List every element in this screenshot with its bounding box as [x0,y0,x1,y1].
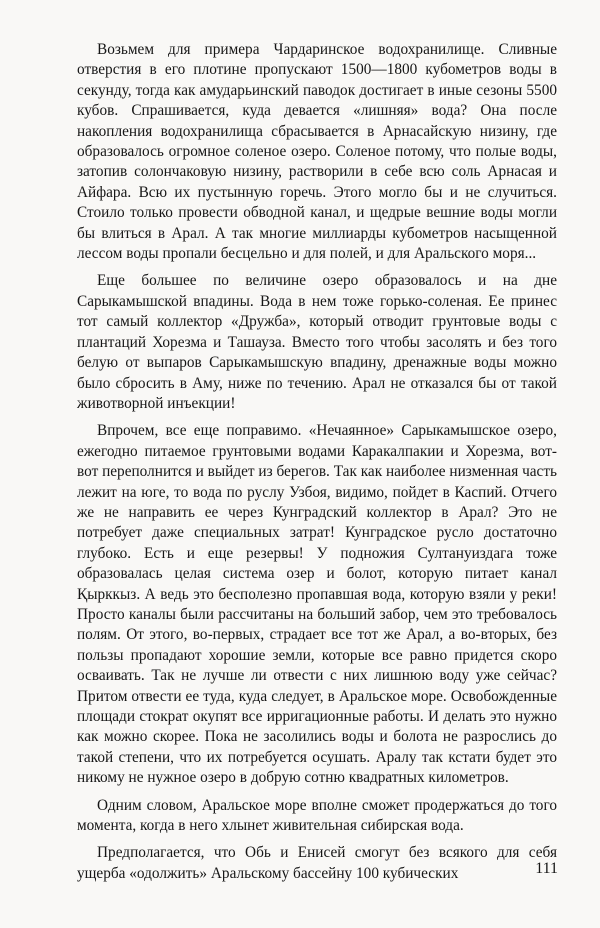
page-number: 111 [535,860,558,877]
paragraph-2: Еще большее по величине озеро образовалось и на дне Сарыкамышской впадины. Вода в нем тоже горько-соленая. Ее принес тот самый коллектор «Дружба», который отводит грунтовые воды с плантаций Хорезма и Ташауза. Вместо того чтобы засолять и без того белую от выпаров Сарыкамышскую впадину, дренажные воды можно было сбросить в Аму, ниже по течению. Арал не отказался бы от такой животворной инъекции! [77,272,557,412]
paragraph-3: Впрочем, все еще поправимо. «Нечаянное» Сарыкамышское озеро, ежегодно питаемое грунтовыми водами Каракалпакии и Хорезма, вот-вот переполнится и выйдет из берегов. Так как наиболее низменная часть лежит на юге, то вода по руслу Узбоя, видимо, пойдет в Каспий. Отчего же не направить ее через Кунградский коллектор в Арал? Это не потребует даже специальных затрат! Кунградское русло достаточно глубоко. Есть и еще резервы! У подножия Султануиздага тоже образовалась целая система озер и болот, которую питает канал Қырккыз. А ведь это бесполезно пропавшая вода, которую взяли у реки! Просто каналы были рассчитаны на больший забор, чем это требовалось полям. От этого, во-первых, страдает все тот же Арал, а во-вторых, без пользы пропадают хорошие земли, которые все равно придется скоро осваивать. Так не лучше ли отвести с них лишнюю воду уже сейчас? Притом отвести ее туда, куда следует, в Аральское море. Освобожденные площади стократ окупят все ирригационные работы. И делать это нужно как можно скорее. Пока не засолились воды и болота не разрослись до такой степени, что их потребуется осушать. Аралу так кстати будет это никому не нужное озеро в добрую сотню квадратных километров. [77,422,558,787]
paragraph-5: Предполагается, что Обь и Енисей смогут без всякого для себя ущерба «одолжить» Аральскому бассейну 100 кубических [77,844,557,882]
body-text [77,40,557,891]
paragraph-4: Одним словом, Аральское море вполне сможет продержаться до того момента, когда в него хлынет живительная сибирская вода. [77,796,557,835]
paragraph-1: Возьмем для примера Чардаринское водохранилище. Сливные отверстия в его плотине пропускают 1500—1800 кубометров воды в секунду, тогда как амударьинский паводок достигает в иные сезоны 5500 кубов. Спрашивается, куда девается «лишняя» вода? Она после накопления водохранилища сбрасывается в Арнасайскую низину, где образовалось огромное соленое озеро. Соленое потому, что полые воды, затопив солончаковую низину, растворили в себе всю соль Арнасая и Айфара. Всю их пустынную горечь. Этого могло бы и не случиться. Стоило только провести обводной канал, и щедрые вешние воды могли бы влиться в Арал. А так многие миллиарды кубометров насыщенной лессом воды пропали бесцельно и для полей, и для Аральского моря... [77,41,557,263]
